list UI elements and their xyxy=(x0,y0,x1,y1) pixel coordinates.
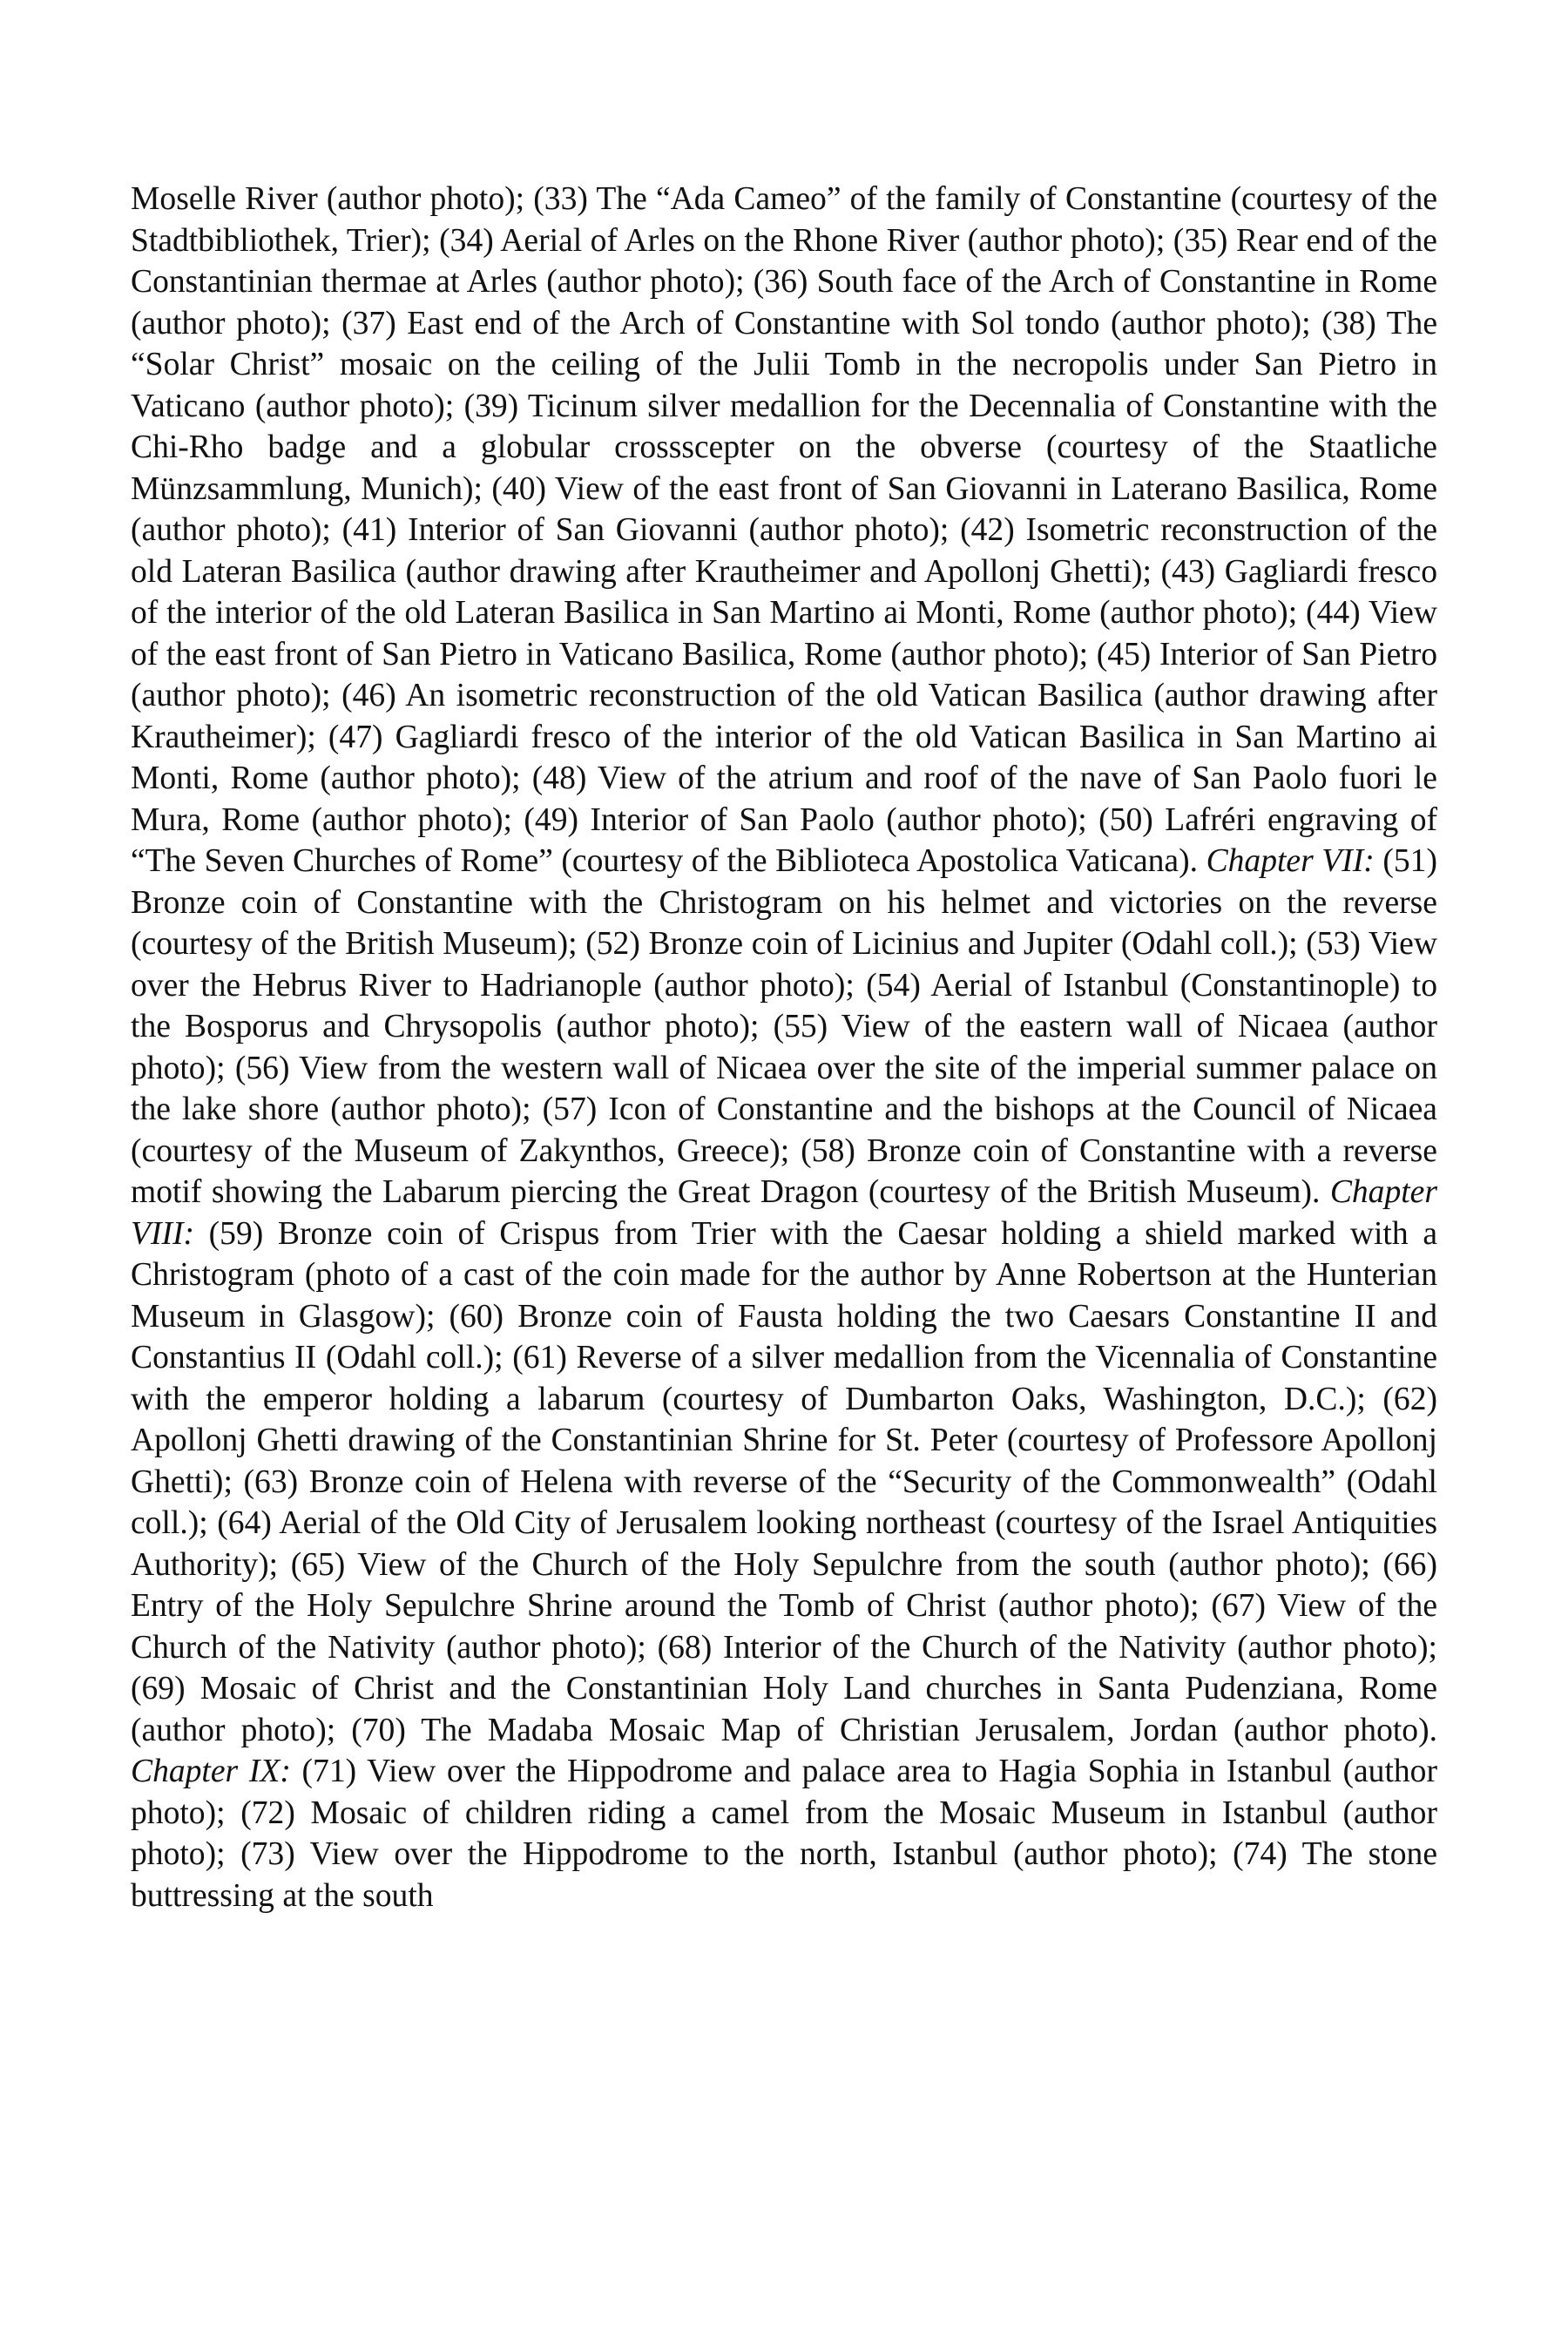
chapter-heading-viii: Chapter VIII: xyxy=(131,1174,1437,1252)
chapter-heading-vii: Chapter VII: xyxy=(1206,843,1375,879)
text-run: (71) View over the Hippodrome and palace area to Hagia Sophia in Istanbul (author photo); (72) Mosaic of children riding a camel from the Mosaic Museum in Istanbul (author photo); (73) View over the Hippodrome to the north, Istanbul (author photo); (74) The stone buttressing at the south xyxy=(131,1754,1437,1914)
text-run: Moselle River (author photo); (33) The “Ada Cameo” of the family of Constantine (courtesy of the Stadtbibliothek, Trier); (34) Aerial of Arles on the Rhone River (author photo); (35) Rear end of the Constantinian thermae at Arles (author photo); (36) South face of the Arch of Constantine in Rome (author photo); (37) East end of the Arch of Constantine with Sol tondo (author photo); (38) The “Solar Christ” mosaic on the ceiling of the Julii Tomb in the necropolis under San Pietro in Vaticano (author photo); (39) Ticinum silver medallion for the Decennalia of Constantine with the Chi-Rho badge and a globular crossscepter on the obverse (courtesy of the Staatliche Münzsammlung, Munich); (40) View of the east front of San Giovanni in Laterano Basilica, Rome (author photo); (41) Interior of San Giovanni (author photo); (42) Isometric reconstruction of the old Lateran Basilica (author drawing after Krautheimer and Apollonj Ghetti); (43) Gagliardi fresco of the interior of the old Lateran Basilica in San Martino ai Monti, Rome (author photo); (44) View of the east front of San Pietro in Vaticano Basilica, Rome (author photo); (45) Interior of San Pietro (author photo); (46) An isometric reconstruction of the old Vatican Basilica (author drawing after Krautheimer); (47) Gagliardi fresco of the interior of the old Vatican Basilica in San Martino ai Monti, Rome (author photo); (48) View of the atrium and roof of the nave of San Paolo fuori le Mura, Rome (author photo); (49) Interior of San Paolo (author photo); (50) Lafréri engraving of “The Seven Churches of Rome” (courtesy of the Biblioteca Apostolica Vaticana). xyxy=(131,181,1437,879)
chapter-heading-ix: Chapter IX: xyxy=(131,1754,291,1789)
document-page xyxy=(131,179,1437,2182)
text-run: (51) Bronze coin of Constantine with the Christogram on his helmet and victories on the reverse (courtesy of the British Museum); (52) Bronze coin of Licinius and Jupiter (Odahl coll.); (53) View over the Hebrus River to Hadrianople (author photo); (54) Aerial of Istanbul (Constantinople) to the Bosporus and Chrysopolis (author photo); (55) View of the eastern wall of Nicaea (author photo); (56) View from the western wall of Nicaea over the site of the imperial summer palace on the lake shore (author photo); (57) Icon of Constantine and the bishops at the Council of Nicaea (courtesy of the Museum of Zakynthos, Greece); (58) Bronze coin of Constantine with a reverse motif showing the Labarum piercing the Great Dragon (courtesy of the British Museum). xyxy=(131,843,1437,1210)
body-paragraph xyxy=(131,179,1437,1916)
text-run: (59) Bronze coin of Crispus from Trier with the Caesar holding a shield marked with a Christogram (photo of a cast of the coin made for the author by Anne Robertson at the Hunterian Museum in Glasgow); (60) Bronze coin of Fausta holding the two Caesars Constantine II and Constantius II (Odahl coll.); (61) Reverse of a silver medallion from the Vicennalia of Constantine with the emperor holding a labarum (courtesy of Dumbarton Oaks, Washington, D.C.); (62) Apollonj Ghetti drawing of the Constantinian Shrine for St. Peter (courtesy of Professore Apollonj Ghetti); (63) Bronze coin of Helena with reverse of the “Security of the Commonwealth” (Odahl coll.); (64) Aerial of the Old City of Jerusalem looking northeast (courtesy of the Israel Antiquities Authority); (65) View of the Church of the Holy Sepulchre from the south (author photo); (66) Entry of the Holy Sepulchre Shrine around the Tomb of Christ (author photo); (67) View of the Church of the Nativity (author photo); (68) Interior of the Church of the Nativity (author photo); (69) Mosaic of Christ and the Constantinian Holy Land churches in Santa Pudenziana, Rome (author photo); (70) The Madaba Mosaic Map of Christian Jerusalem, Jordan (author photo). xyxy=(131,1215,1437,1748)
